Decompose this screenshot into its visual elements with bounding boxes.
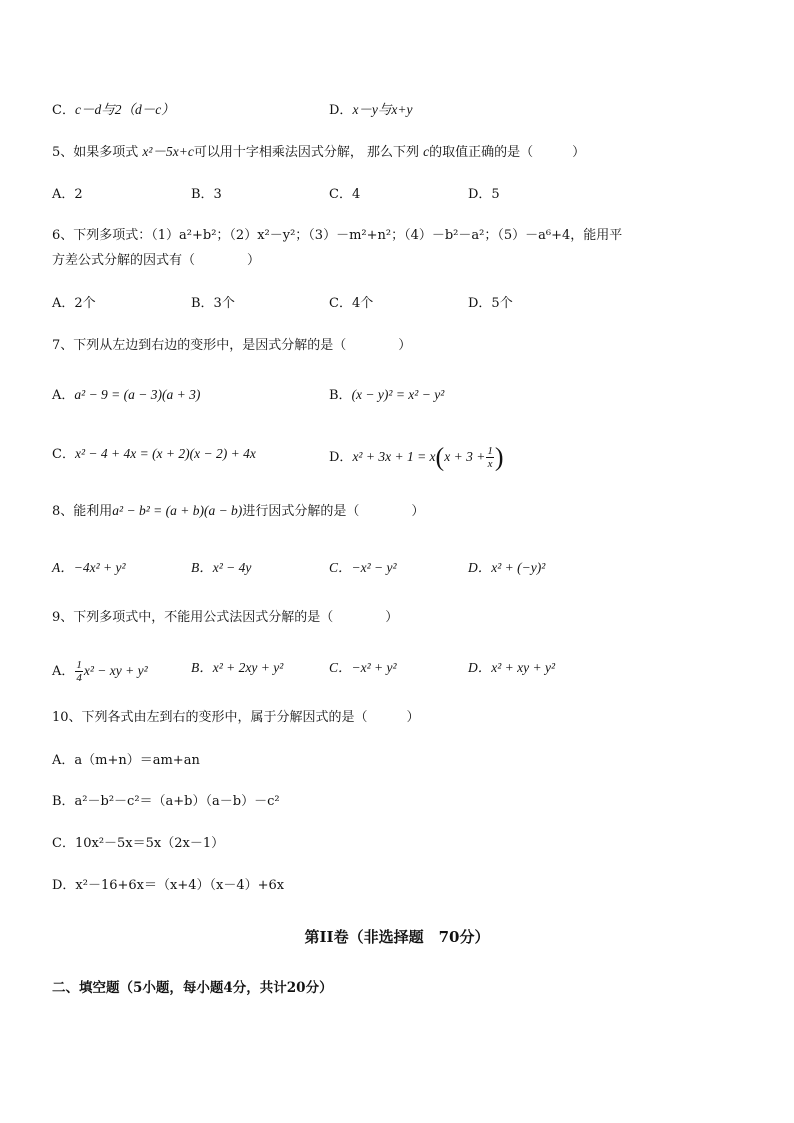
q5-option-d: D．5 [468, 187, 500, 202]
q4-option-c-label: C． [52, 103, 75, 118]
q7-option-a-expr: a² − 9 = (a − 3)(a + 3) [74, 387, 201, 402]
q5-option-c: C．4 [329, 187, 361, 202]
q9-option-a-rest: x² − xy + y² [83, 663, 148, 678]
q10-option-c: C．10x²－5x＝5x（2x－1） [52, 836, 225, 851]
q8-stem-expr: a² − b² = (a + b)(a − b) [112, 503, 243, 518]
q7-option-d-expr-in: x + 3 + [444, 449, 486, 464]
q4-option-d-label: D． [329, 103, 353, 118]
q6-stem-line1: 6、下列多项式：（1）a²+b²；（2）x²－y²；（3）－m²+n²；（4）－b²－a²；（5）－a⁶+4，能用平 [52, 228, 623, 243]
q5-stem-expr: x²－5x+c [142, 144, 194, 159]
q6-option-d: D．5个 [468, 296, 513, 311]
q7-option-c-label: C． [52, 447, 75, 462]
q7-option-b-label: B． [329, 388, 352, 403]
q5-stem-pre: 5、如果多项式 [52, 145, 139, 160]
q9-option-d: D．x² + xy + y² [468, 660, 556, 675]
q7-option-b-expr: (x − y)² = x² − y² [351, 387, 445, 402]
q9-option-a [52, 659, 148, 684]
q8-option-b: B．x² − 4y [191, 560, 252, 575]
q5-option-a: A．2 [52, 187, 83, 202]
q9-option-a-fraction [75, 659, 83, 684]
q9-option-a-frac-num: 1 [76, 659, 82, 671]
q7-option-d [329, 442, 504, 472]
q9-option-a-label: A． [52, 664, 75, 679]
q8-stem [52, 502, 424, 521]
q10-option-d: D．x²－16+6x＝（x+4）（x－4）+6x [52, 878, 285, 893]
q7-option-d-expr-pre: x² + 3x + 1 = x [352, 449, 436, 464]
q7-option-d-fraction [486, 445, 494, 470]
q5-stem [52, 143, 585, 162]
q7-option-a [52, 386, 200, 405]
q7-option-c [52, 445, 256, 464]
q6-option-c: C．4个 [329, 296, 374, 311]
q8-option-a: A．−4x² + y² [52, 560, 126, 575]
q7-option-d-label: D． [329, 450, 353, 465]
q9-option-b: B．x² + 2xy + y² [191, 660, 284, 675]
q9-option-a-frac-den: 4 [76, 672, 82, 684]
q5-stem-var: c [423, 144, 430, 159]
q8-stem-pre: 8、能利用 [52, 504, 113, 519]
q8-option-d: D．x² + (−y)² [468, 560, 546, 575]
q7-option-d-right-paren: ) [494, 442, 504, 472]
q7-option-d-frac-num: 1 [487, 445, 493, 457]
q7-option-a-label: A． [52, 388, 75, 403]
q7-option-d-frac-den: x [487, 458, 493, 470]
q10-option-a: A．a（m+n）＝am+an [52, 753, 200, 768]
q9-stem: 9、下列多项式中，不能用公式法因式分解的是（ ） [52, 610, 399, 625]
q6-option-b: B．3个 [191, 296, 235, 311]
q4-option-d [329, 101, 413, 120]
q7-option-d-left-paren: ( [435, 442, 445, 472]
q7-stem: 7、下列从左边到右边的变形中，是因式分解的是（ ） [52, 338, 412, 353]
q5-option-b: B．3 [191, 187, 222, 202]
q9-option-c: C．−x² + y² [329, 660, 397, 675]
q4-option-c [52, 101, 175, 120]
q8-option-c: C．−x² − y² [329, 560, 397, 575]
q5-stem-post: 可以用十字相乘法因式分解， 那么下列 [193, 145, 419, 160]
part-title: 二、填空题（5小题，每小题4分，共计20分） [52, 980, 333, 996]
q4-option-d-text: x－y与x+y [352, 102, 413, 117]
q7-option-b [329, 386, 444, 405]
q5-stem-end: 的取值正确的是（ ） [429, 145, 586, 160]
q7-option-c-expr: x² − 4 + 4x = (x + 2)(x − 2) + 4x [74, 446, 256, 461]
q4-option-c-text: c－d与2（d－c） [74, 102, 175, 117]
q6-stem-line2: 方差公式分解的因式有（ ） [52, 253, 261, 268]
q6-option-a: A．2个 [52, 296, 96, 311]
q10-stem: 10、下列各式由左到右的变形中，属于分解因式的是（ ） [52, 710, 420, 725]
section-title: 第II卷（非选择题 70分） [304, 928, 490, 946]
q10-option-b: B．a²－b²－c²＝（a+b）（a－b）－c² [52, 794, 280, 809]
q8-stem-post: 进行因式分解的是（ ） [242, 504, 425, 519]
